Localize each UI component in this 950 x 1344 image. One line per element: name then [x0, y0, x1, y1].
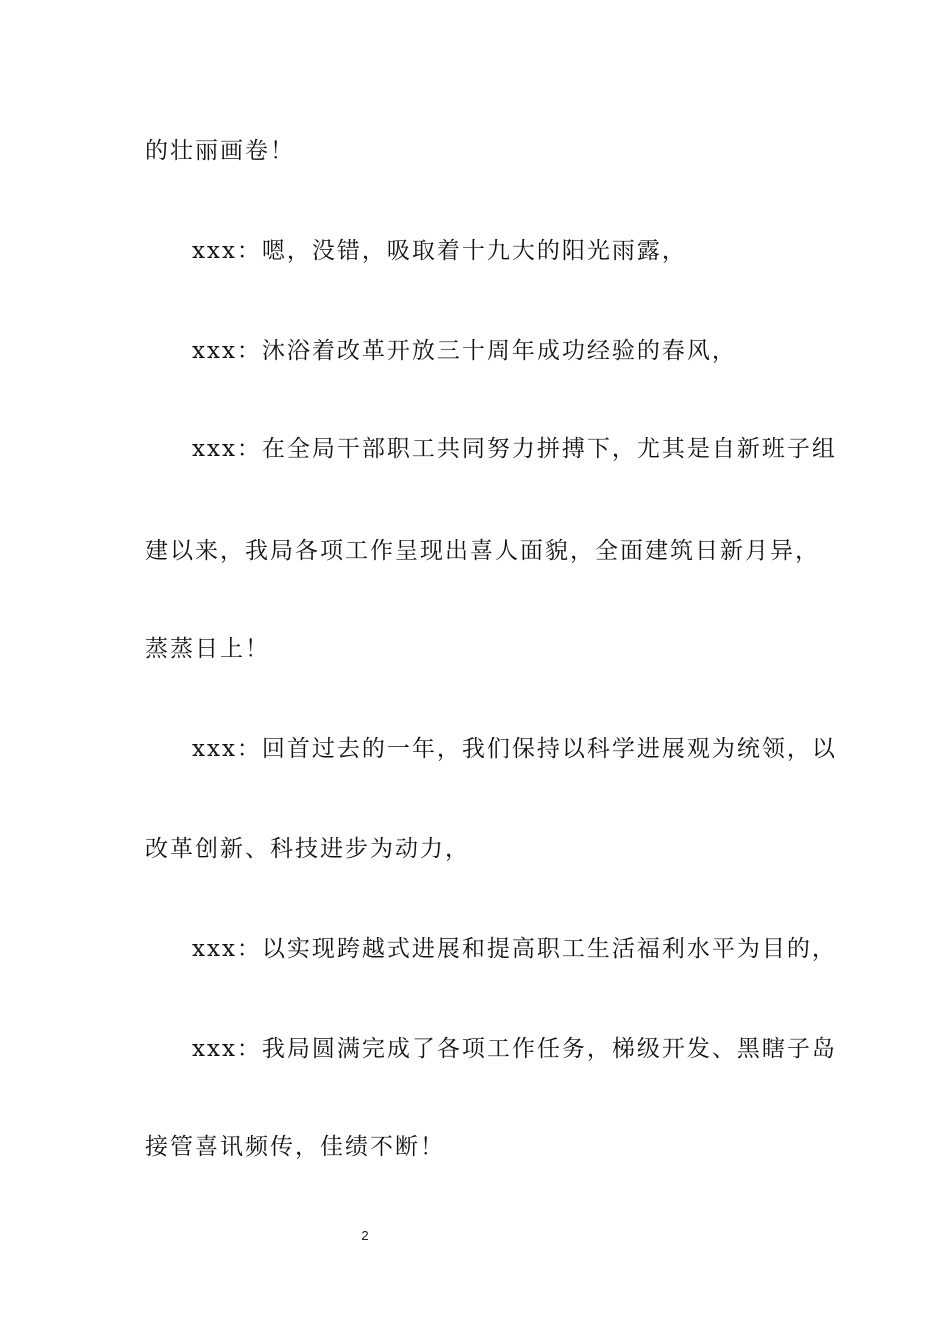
- text-line-8: 改革创新、科技进步为动力，: [145, 836, 470, 862]
- text-line-9: xxx：以实现跨越式进展和提高职工生活福利水平为目的，: [192, 936, 837, 962]
- text-line-3: xxx：沐浴着改革开放三十周年成功经验的春风，: [192, 338, 737, 364]
- text-line-1: 的壮丽画卷！: [145, 138, 295, 164]
- text-line-10: xxx：我局圆满完成了各项工作任务，梯级开发、黑瞎子岛: [192, 1036, 837, 1062]
- text-line-5: 建以来，我局各项工作呈现出喜人面貌，全面建筑日新月异，: [145, 538, 820, 564]
- text-line-11: 接管喜讯频传，佳绩不断！: [145, 1134, 445, 1160]
- text-line-6: 蒸蒸日上！: [145, 636, 270, 662]
- page-number: 2: [361, 1228, 369, 1243]
- text-line-7: xxx：回首过去的一年，我们保持以科学进展观为统领，以: [192, 736, 837, 762]
- text-line-4: xxx：在全局干部职工共同努力拼搏下，尤其是自新班子组: [192, 436, 837, 462]
- text-line-2: xxx：嗯，没错，吸取着十九大的阳光雨露，: [192, 238, 687, 264]
